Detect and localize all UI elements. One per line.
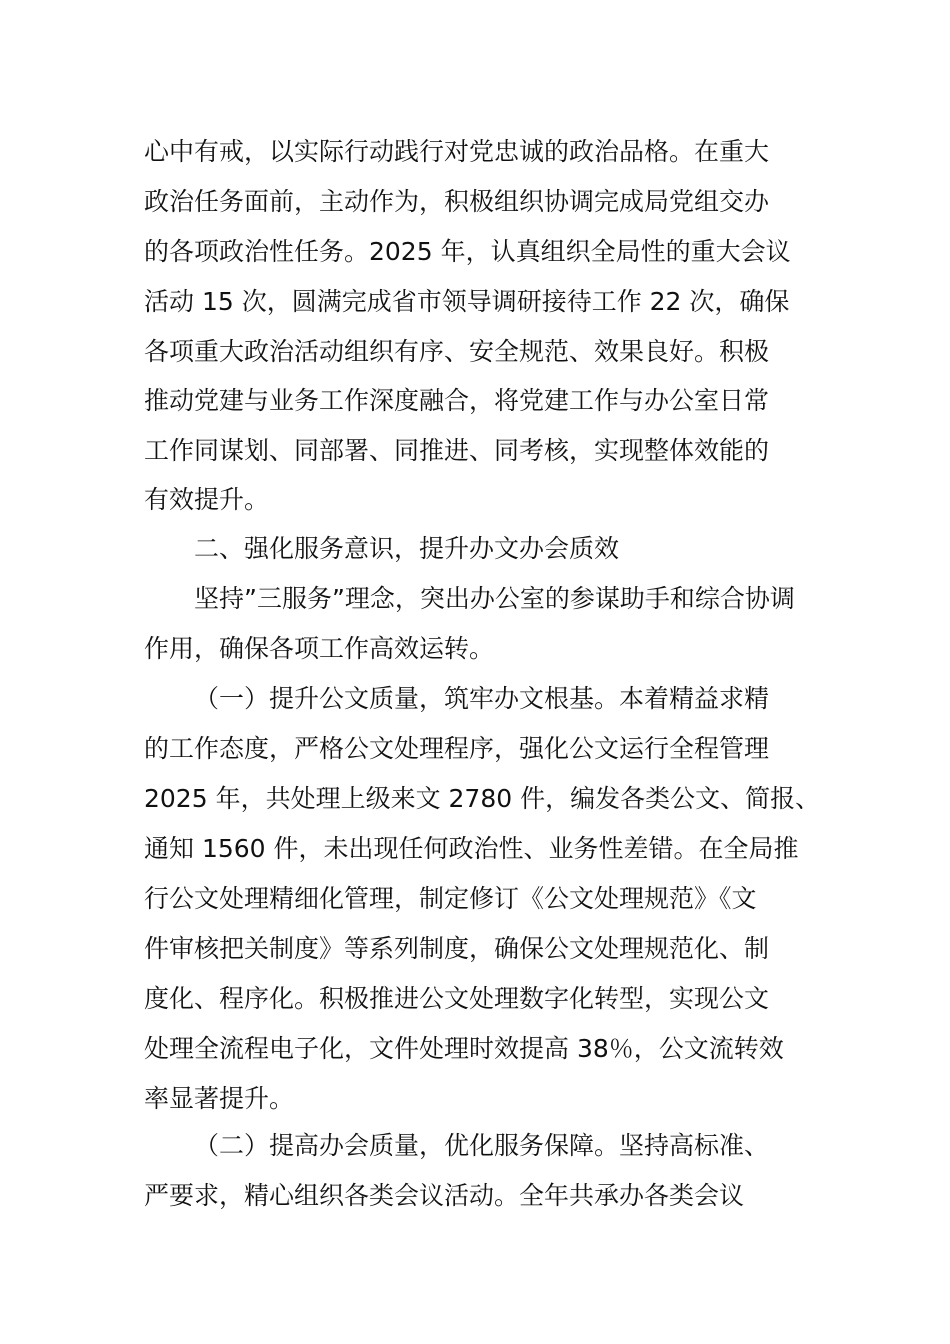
body-text-line: 处理全流程电子化，文件处理时效提高 38％，公文流转效	[144, 1034, 784, 1063]
body-text-line: 度化、程序化。积极推进公文处理数字化转型，实现公文	[144, 984, 770, 1013]
body-text-line: 的各项政治性任务。2025 年，认真组织全局性的重大会议	[144, 237, 791, 266]
body-text-line: 作用，确保各项工作高效运转。	[144, 634, 495, 663]
body-text-line: 通知 1560 件，未出现任何政治性、业务性差错。在全局推	[144, 834, 799, 863]
body-text-line: 坚持”三服务”理念，突出办公室的参谋助手和综合协调	[194, 584, 795, 613]
body-text-line: 行公文处理精细化管理，制定修订《公文处理规范》《文	[144, 884, 757, 913]
body-text-line: 心中有戒，以实际行动践行对党忠诚的政治品格。在重大	[144, 137, 770, 166]
body-text-line: 的工作态度，严格公文处理程序，强化公文运行全程管理	[144, 734, 770, 763]
body-text-line: 活动 15 次，圆满完成省市领导调研接待工作 22 次，确保	[144, 287, 790, 316]
body-text-line: 各项重大政治活动组织有序、安全规范、效果良好。积极	[144, 337, 770, 366]
body-text-line: 推动党建与业务工作深度融合，将党建工作与办公室日常	[144, 386, 770, 415]
body-text-line: 工作同谋划、同部署、同推进、同考核，实现整体效能的	[144, 436, 770, 465]
body-text-line: 严要求，精心组织各类会议活动。全年共承办各类会议	[144, 1181, 745, 1210]
body-text-line: 件审核把关制度》等系列制度，确保公文处理规范化、制	[144, 934, 770, 963]
body-text-line: 政治任务面前，主动作为，积极组织协调完成局党组交办	[144, 187, 770, 216]
subsection-heading-line: （一）提升公文质量，筑牢办文根基。本着精益求精	[194, 684, 770, 713]
body-text-line: 2025 年，共处理上级来文 2780 件，编发各类公文、简报、	[144, 784, 821, 813]
body-text-line: 有效提升。	[144, 485, 270, 514]
section-heading: 二、强化服务意识，提升办文办会质效	[194, 534, 620, 563]
subsection-heading-line: （二）提高办会质量，优化服务保障。坚持高标准、	[194, 1131, 770, 1160]
body-text-line: 率显著提升。	[144, 1084, 295, 1113]
